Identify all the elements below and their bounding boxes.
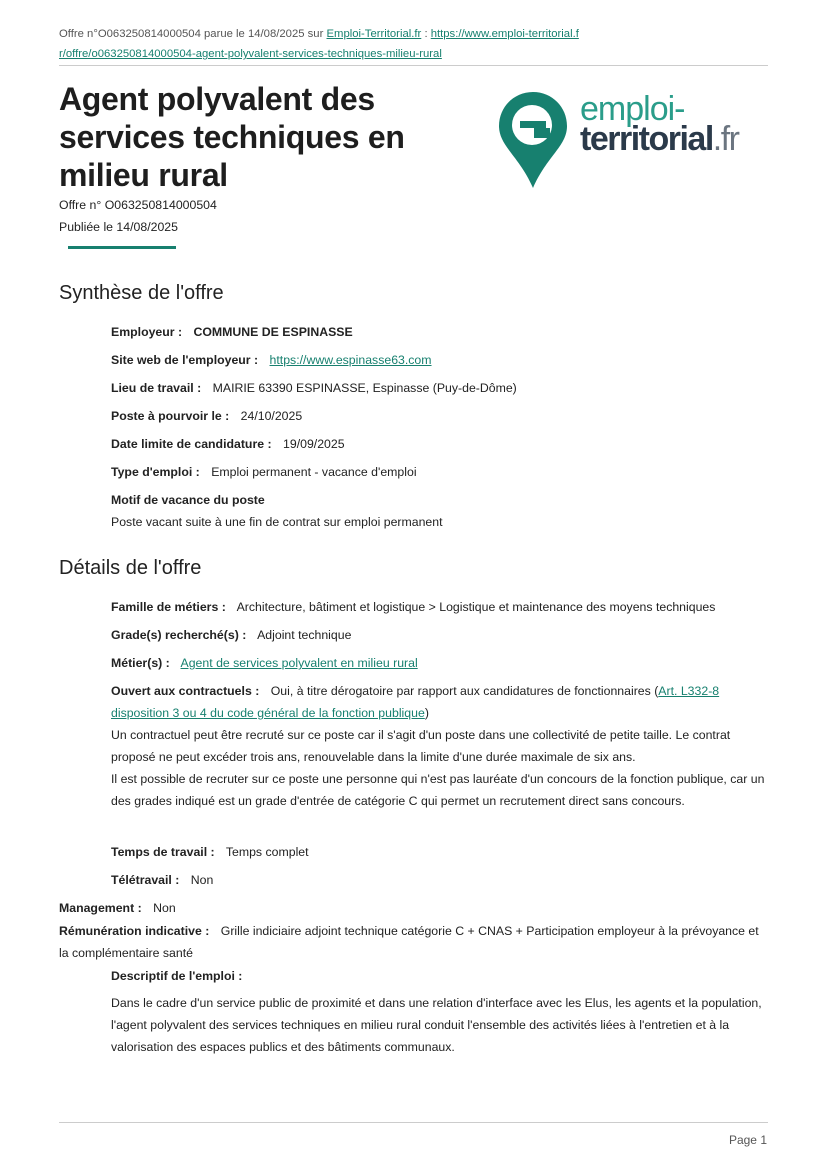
law-article-link[interactable]: Art. L332-8 disposition 3 ou 4 du code général de la fonction publique xyxy=(111,684,720,720)
field-famille xyxy=(111,596,768,618)
motif: Poste vacant suite à une fin de contrat sur emploi permanent xyxy=(111,515,443,529)
management-label: Management : xyxy=(59,901,142,915)
contract-p2: Il est possible de recruter sur ce poste une personne qui n'est pas lauréate d'un concours de la fonction publique, car un des grades indiqué est un grade d'entrée de catégorie C qui permet un recrutement direct sans concours. xyxy=(111,772,765,808)
field-management xyxy=(59,897,768,919)
footer-divider xyxy=(59,1122,768,1123)
field-descriptif: Dans le cadre d'un service public de proximité et dans une relation d'interface avec les Elus, les agents et la population, l'agent polyvalent des services techniques en milieu rural conduit l'ensemble des activités liées à l'entretien et à la valorisation des espaces publics et des bâtiments communaux. xyxy=(111,996,762,1054)
poste-label: Poste à pourvoir le : xyxy=(111,409,230,423)
field-type xyxy=(111,461,768,483)
employeur: COMMUNE DE ESPINASSE xyxy=(193,325,353,339)
site-link[interactable]: Emploi-Territorial.fr xyxy=(326,28,422,40)
field-ouvert xyxy=(111,680,768,812)
metier-link[interactable]: Agent de services polyvalent en milieu rural xyxy=(180,656,418,670)
ouvert-label: Ouvert aux contractuels : xyxy=(111,684,260,698)
offer-number: Offre n° O063250814000504 xyxy=(59,198,217,212)
section-synthese-heading: Synthèse de l'offre xyxy=(59,282,224,304)
contract-p1: Un contractuel peut être recruté sur ce poste car il s'agit d'un poste dans une collectivité de petite taille. Le contrat proposé ne peut excéder trois ans, renouvelable dans la limite d'une durée maximale de six ans. xyxy=(111,728,731,764)
type-label: Type d'emploi : xyxy=(111,465,200,479)
ouvert: Oui, à titre dérogatoire par rapport aux candidatures de fonctionnaires ( xyxy=(270,684,659,698)
field-employeur xyxy=(111,321,768,343)
page-number: Page 1 xyxy=(728,1133,767,1147)
logo-text-suffix: .fr xyxy=(712,120,739,158)
field-metier xyxy=(111,652,768,674)
remu-label: Rémunération indicative : xyxy=(59,924,210,938)
grade: Adjoint technique xyxy=(257,628,352,642)
grade-label: Grade(s) recherché(s) : xyxy=(111,628,247,642)
sep: : xyxy=(424,28,428,40)
field-lieu xyxy=(111,377,768,399)
tele: Non xyxy=(190,873,214,887)
lieu: MAIRIE 63390 ESPINASSE, Espinasse (Puy-de-Dôme) xyxy=(212,381,517,395)
poste: 24/10/2025 xyxy=(240,409,303,423)
management: Non xyxy=(153,901,176,915)
page-title: Agent polyvalent des services techniques en milieu rural xyxy=(59,81,405,193)
logo-text-top: emploi- xyxy=(580,90,685,128)
site-label: Site web de l'employeur : xyxy=(111,353,259,367)
famille: Architecture, bâtiment et logistique > Logistique et maintenance des moyens techniques xyxy=(236,600,716,614)
employer-site-link[interactable]: https://www.espinasse63.com xyxy=(269,353,432,367)
famille-label: Famille de métiers : xyxy=(111,600,226,614)
field-site xyxy=(111,349,768,371)
field-temps xyxy=(111,841,768,863)
field-descriptif-label xyxy=(111,965,768,987)
temps: Temps complet xyxy=(225,845,309,859)
temps-label: Temps de travail : xyxy=(111,845,215,859)
published-date: Publiée le 14/08/2025 xyxy=(59,220,178,234)
offer-source-line xyxy=(59,24,579,64)
section-details-heading: Détails de l'offre xyxy=(59,557,202,579)
date: 19/09/2025 xyxy=(283,437,345,451)
divider xyxy=(59,65,768,66)
field-teletravail xyxy=(111,869,768,891)
offer-url-link[interactable]: https://www.emploi-territorial.fr/offre/o063250814000504-agent-polyvalent-services-techniques-milieu-rural xyxy=(59,28,579,60)
logo-text-bottom: territorial xyxy=(580,120,713,158)
descriptif-label: Descriptif de l'emploi : xyxy=(111,969,243,983)
map-pin-icon xyxy=(498,90,568,190)
field-motif xyxy=(111,489,768,533)
motif-label: Motif de vacance du poste xyxy=(111,493,265,507)
field-grade xyxy=(111,624,768,646)
field-poste xyxy=(111,405,768,427)
field-date-limite xyxy=(111,433,768,455)
tele-label: Télétravail : xyxy=(111,873,180,887)
prefix: Offre n°O063250814000504 parue le 14/08/2025 sur xyxy=(59,28,324,40)
type: Emploi permanent - vacance d'emploi xyxy=(211,465,417,479)
lieu-label: Lieu de travail : xyxy=(111,381,202,395)
employeur-label: Employeur : xyxy=(111,325,183,339)
accent-bar xyxy=(68,246,176,249)
date-label: Date limite de candidature : xyxy=(111,437,272,451)
emploi-territorial-logo xyxy=(498,90,768,190)
metier-label: Métier(s) : xyxy=(111,656,170,670)
remu: Grille indiciaire adjoint technique catégorie C + CNAS + Participation employeur à la prévoyance et la complémentaire santé xyxy=(59,924,759,960)
ouvert-end: ) xyxy=(424,706,429,720)
field-remuneration xyxy=(59,920,768,964)
